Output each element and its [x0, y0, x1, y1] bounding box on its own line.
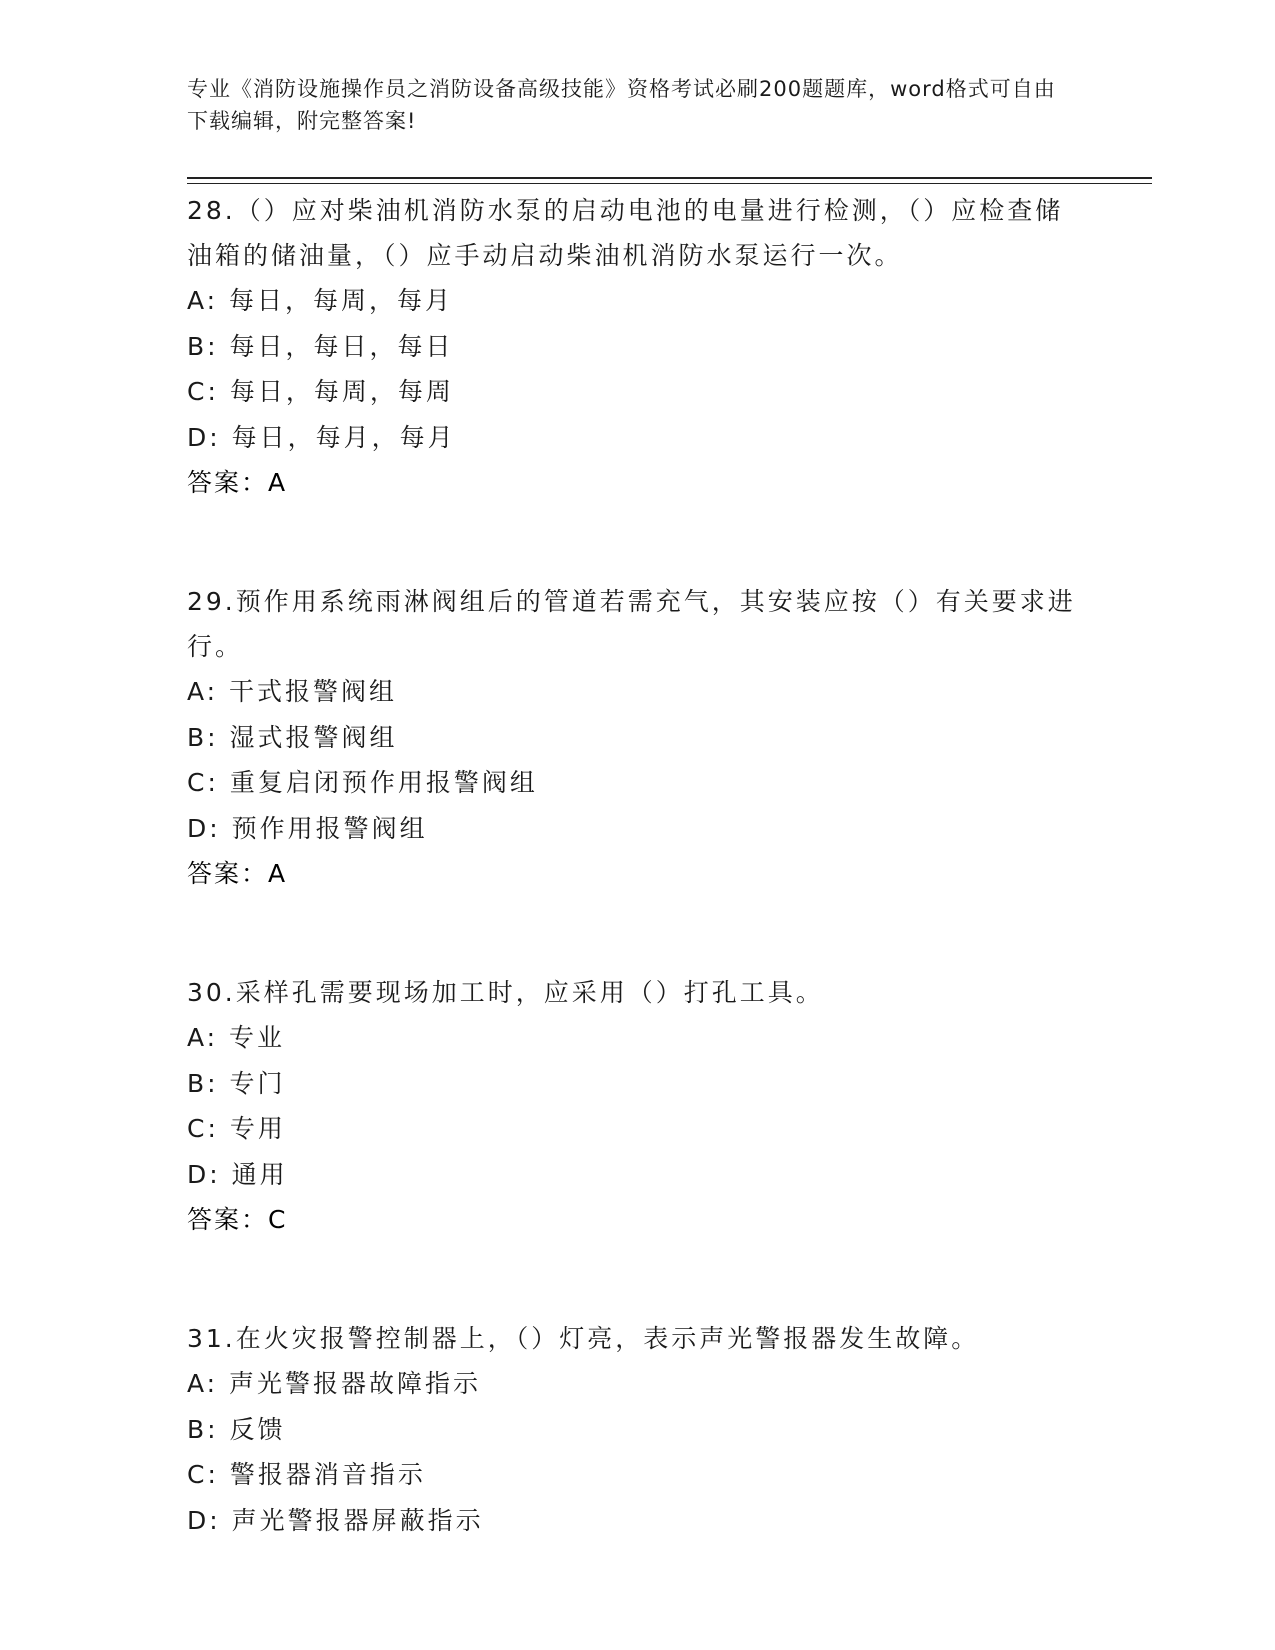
option-c: C: 专用 [187, 1114, 286, 1143]
question-28 [187, 188, 1087, 505]
option-b: B: 专门 [187, 1068, 286, 1098]
question-stem: 30.采样孔需要现场加工时，应采用（）打孔工具。 [187, 978, 824, 1007]
option-c: C: 重复启闭预作用报警阀组 [187, 768, 538, 797]
question-29 [187, 579, 1087, 896]
option-c: C: 每日，每周，每周 [187, 377, 454, 406]
option-a: A: 专业 [187, 1023, 286, 1052]
question-stem: 31.在火灾报警控制器上，（）灯亮，表示声光警报器发生故障。 [187, 1324, 980, 1353]
document-header: 专业《消防设施操作员之消防设备高级技能》资格考试必刷200题题库，word格式可自由下载编辑，附完整答案! [187, 77, 1056, 133]
option-b: B: 湿式报警阀组 [187, 722, 398, 752]
option-d: D: 声光警报器屏蔽指示 [187, 1505, 484, 1535]
option-a: A: 声光警报器故障指示 [187, 1369, 482, 1398]
question-list [187, 188, 1087, 1543]
option-b: B: 反馈 [187, 1414, 286, 1444]
question-31 [187, 1316, 1087, 1543]
header-divider-thick [187, 177, 1152, 179]
header-divider-thin [187, 183, 1152, 184]
option-a: A: 干式报警阀组 [187, 677, 398, 706]
option-d: D: 每日，每月，每月 [187, 422, 456, 452]
option-d: D: 通用 [187, 1159, 288, 1189]
question-30 [187, 970, 1087, 1242]
answer-line: 答案：A [187, 468, 288, 497]
question-stem: 29.预作用系统雨淋阀组后的管道若需充气，其安装应按（）有关要求进行。 [187, 587, 1076, 661]
option-c: C: 警报器消音指示 [187, 1460, 426, 1489]
question-stem: 28.（）应对柴油机消防水泵的启动电池的电量进行检测，（）应检查储油箱的储油量，（）应手动启动柴油机消防水泵运行一次。 [187, 196, 1064, 270]
option-d: D: 预作用报警阀组 [187, 813, 428, 843]
option-a: A: 每日，每周，每月 [187, 286, 454, 315]
answer-line: 答案：A [187, 859, 288, 888]
option-b: B: 每日，每日，每日 [187, 331, 454, 361]
answer-line: 答案：C [187, 1205, 288, 1234]
